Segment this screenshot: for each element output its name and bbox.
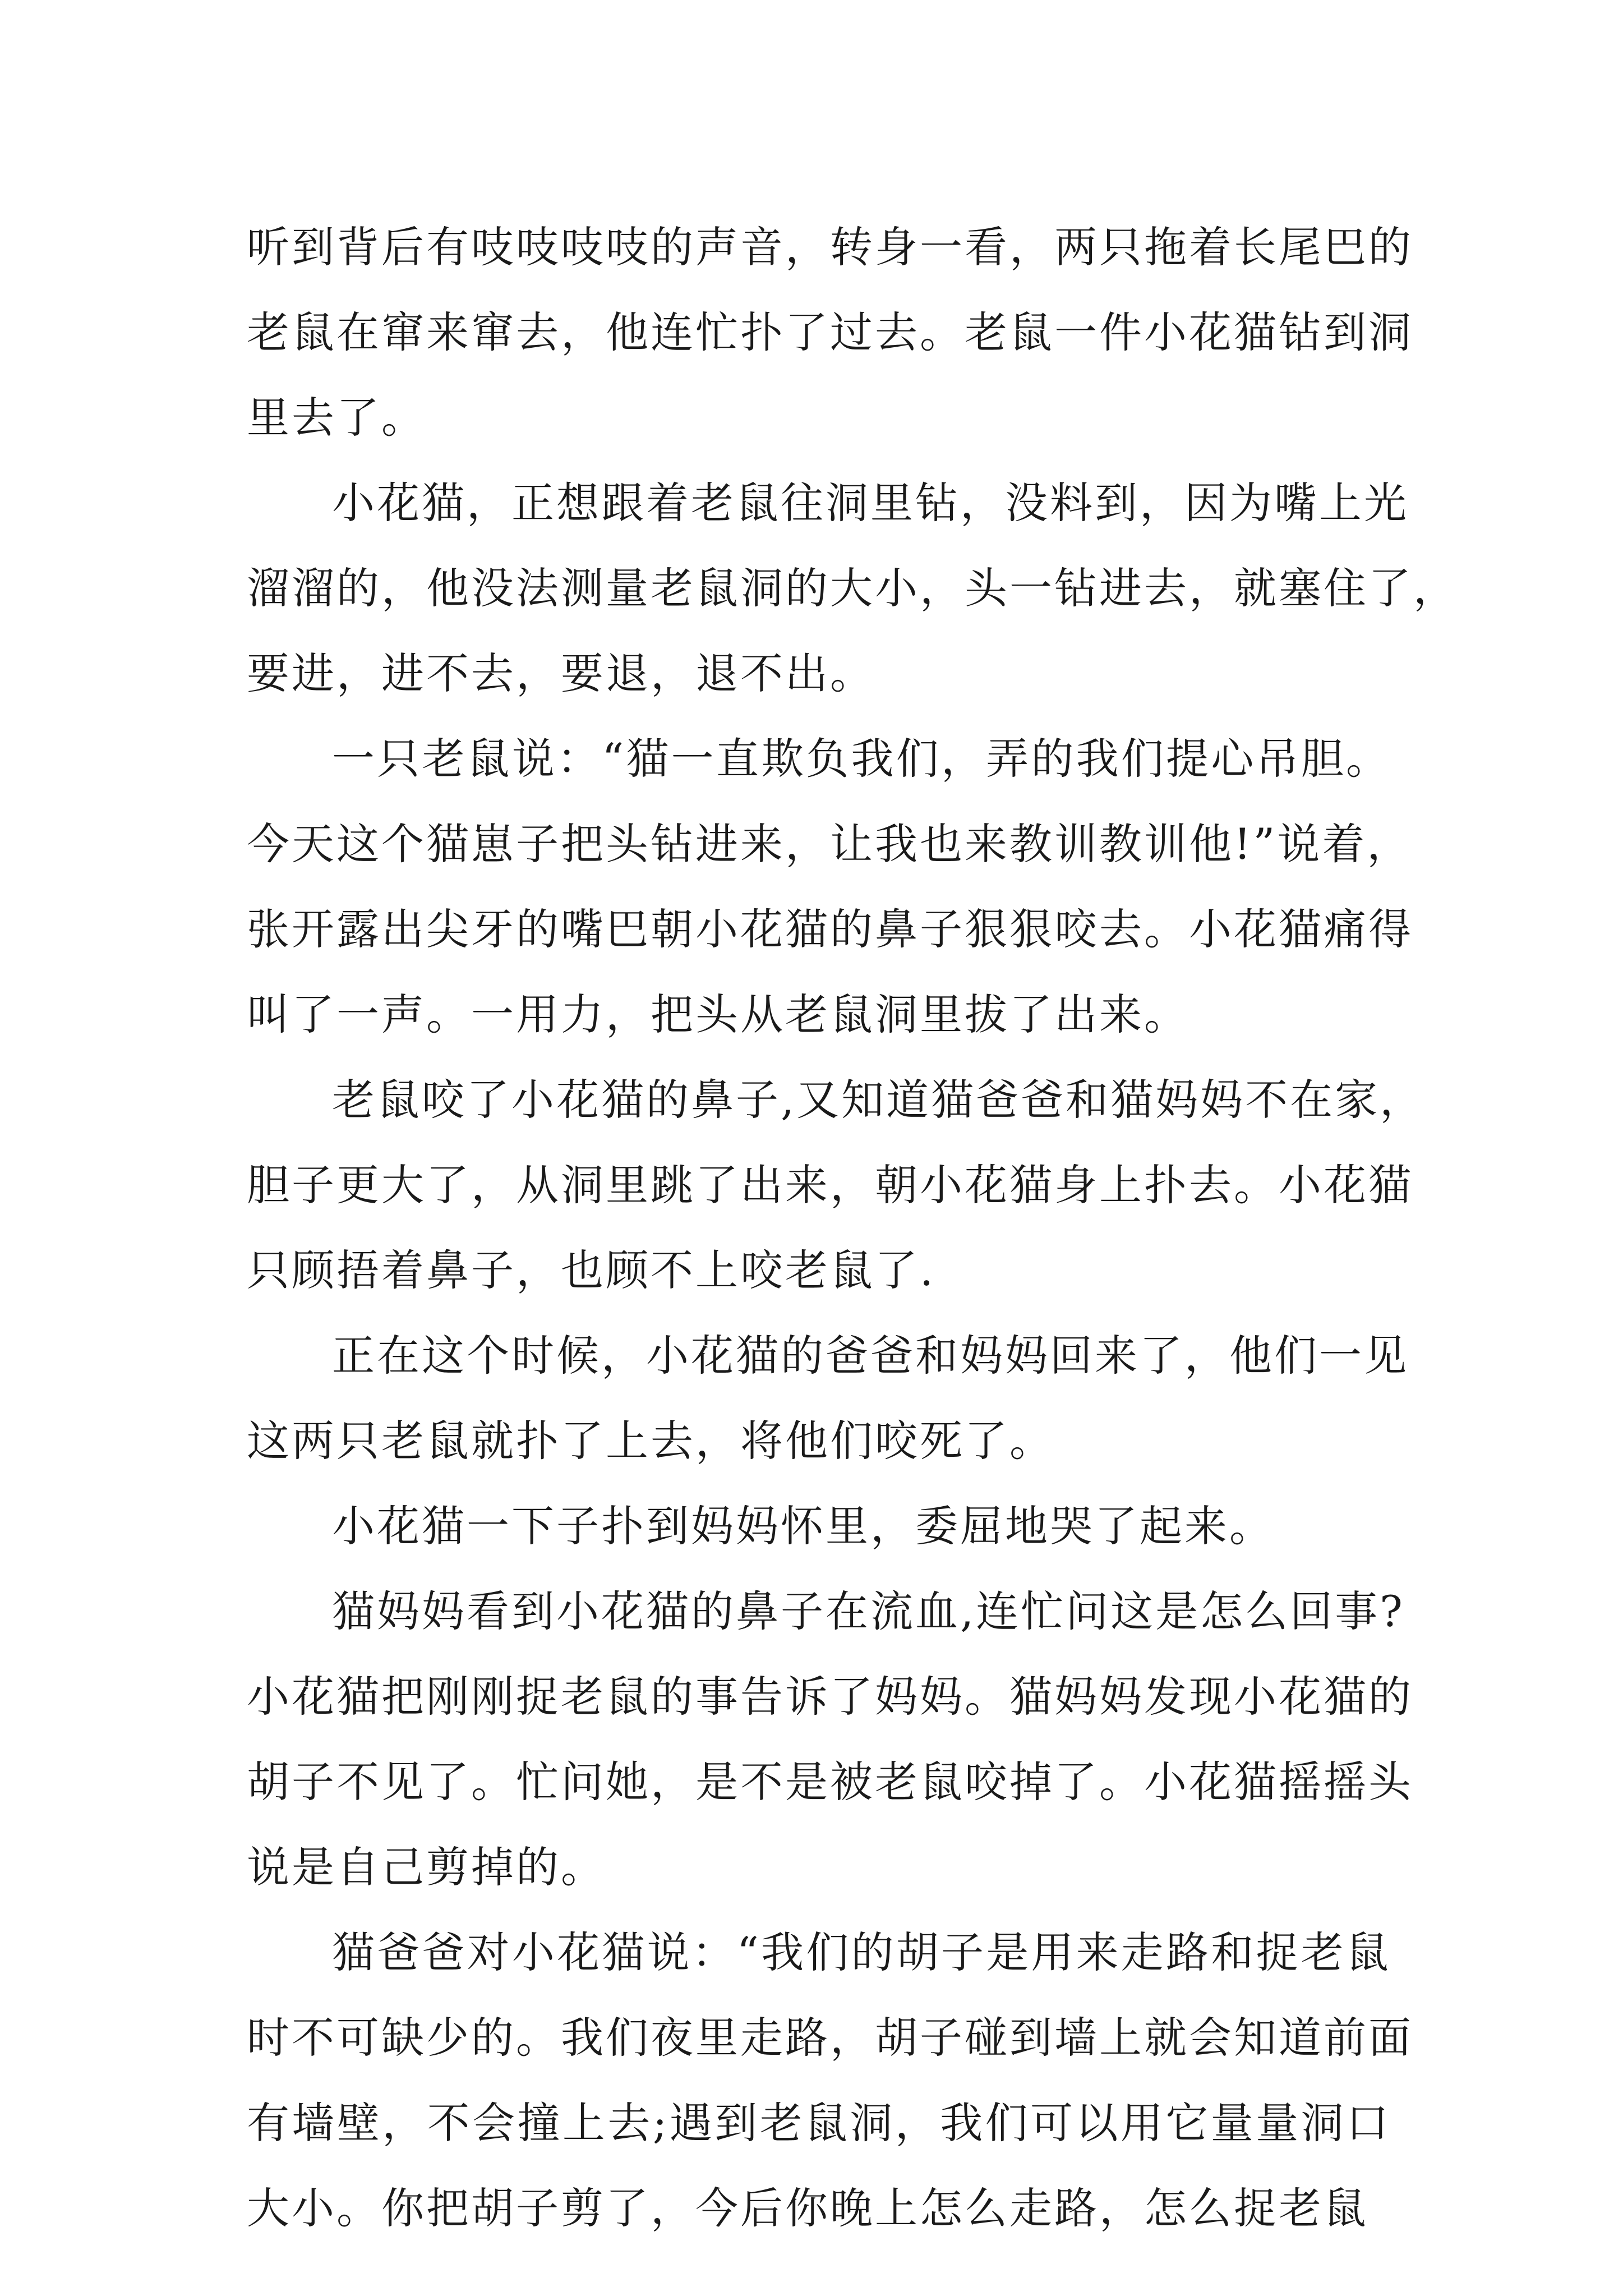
- paragraph: [247, 1057, 1425, 1313]
- text-line: 正在这个时候，小花猫的爸爸和妈妈回来了，他们一见: [332, 1331, 1409, 1381]
- text-line: 老鼠在窜来窜去，他连忙扑了过去。老鼠一件小花猫钻到洞: [247, 307, 1413, 357]
- paragraph: [247, 716, 1413, 1057]
- paragraph: [247, 461, 1458, 716]
- text-line: 老鼠咬了小花猫的鼻子,又知道猫爸爸和猫妈妈不在家，: [332, 1075, 1425, 1125]
- text-line: 时不可缺少的。我们夜里走路，胡子碰到墙上就会知道前面: [247, 2013, 1413, 2063]
- text-line: 叫了一声。一用力，把头从老鼠洞里拔了出来。: [247, 990, 1189, 1039]
- text-line: 大小。你把胡子剪了，今后你晚上怎么走路，怎么捉老鼠: [247, 2183, 1368, 2233]
- text-line: 胡子不见了。忙问她，是不是被老鼠咬掉了。小花猫摇摇头: [247, 1757, 1413, 1807]
- story-text: [247, 205, 1458, 2251]
- text-line: 胆子更大了，从洞里跳了出来，朝小花猫身上扑去。小花猫: [247, 1160, 1413, 1210]
- text-line: 张开露出尖牙的嘴巴朝小花猫的鼻子狠狠咬去。小花猫痛得: [247, 904, 1413, 954]
- text-line: 今天这个猫崽子把头钻进来，让我也来教训教训他!”说着，: [247, 819, 1412, 869]
- text-line: 小花猫，正想跟着老鼠往洞里钻，没料到，因为嘴上光: [332, 478, 1409, 528]
- paragraph: [247, 1910, 1413, 2251]
- text-line: 里去了。: [247, 393, 426, 443]
- paragraph: [247, 1569, 1413, 1910]
- text-line: 猫妈妈看到小花猫的鼻子在流血,连忙问这是怎么回事?: [332, 1586, 1405, 1636]
- text-line: 要进，进不去，要退，退不出。: [247, 648, 875, 698]
- text-line: 一只老鼠说：“猫一直欺负我们，弄的我们提心吊胆。: [332, 734, 1391, 784]
- text-line: 只顾捂着鼻子，也顾不上咬老鼠了.: [247, 1245, 936, 1295]
- text-line: 有墙壁，不会撞上去;遇到老鼠洞，我们可以用它量量洞口: [247, 2098, 1391, 2148]
- text-line: 听到背后有吱吱吱吱的声音，转身一看，两只拖着长尾巴的: [247, 222, 1413, 272]
- text-line: 小花猫一下子扑到妈妈怀里，委屈地哭了起来。: [332, 1501, 1274, 1551]
- text-line: 小花猫把刚刚捉老鼠的事告诉了妈妈。猫妈妈发现小花猫的: [247, 1672, 1413, 1722]
- paragraph: [247, 1484, 1391, 1569]
- text-line: 猫爸爸对小花猫说：“我们的胡子是用来走路和捉老鼠: [332, 1927, 1391, 1977]
- text-line: 溜溜的，他没法测量老鼠洞的大小，头一钻进去，就塞住了，: [247, 563, 1458, 613]
- paragraph: [247, 1313, 1409, 1484]
- paragraph: [247, 205, 1413, 461]
- text-line: 说是自己剪掉的。: [247, 1842, 606, 1892]
- text-line: 这两只老鼠就扑了上去，将他们咬死了。: [247, 1416, 1054, 1466]
